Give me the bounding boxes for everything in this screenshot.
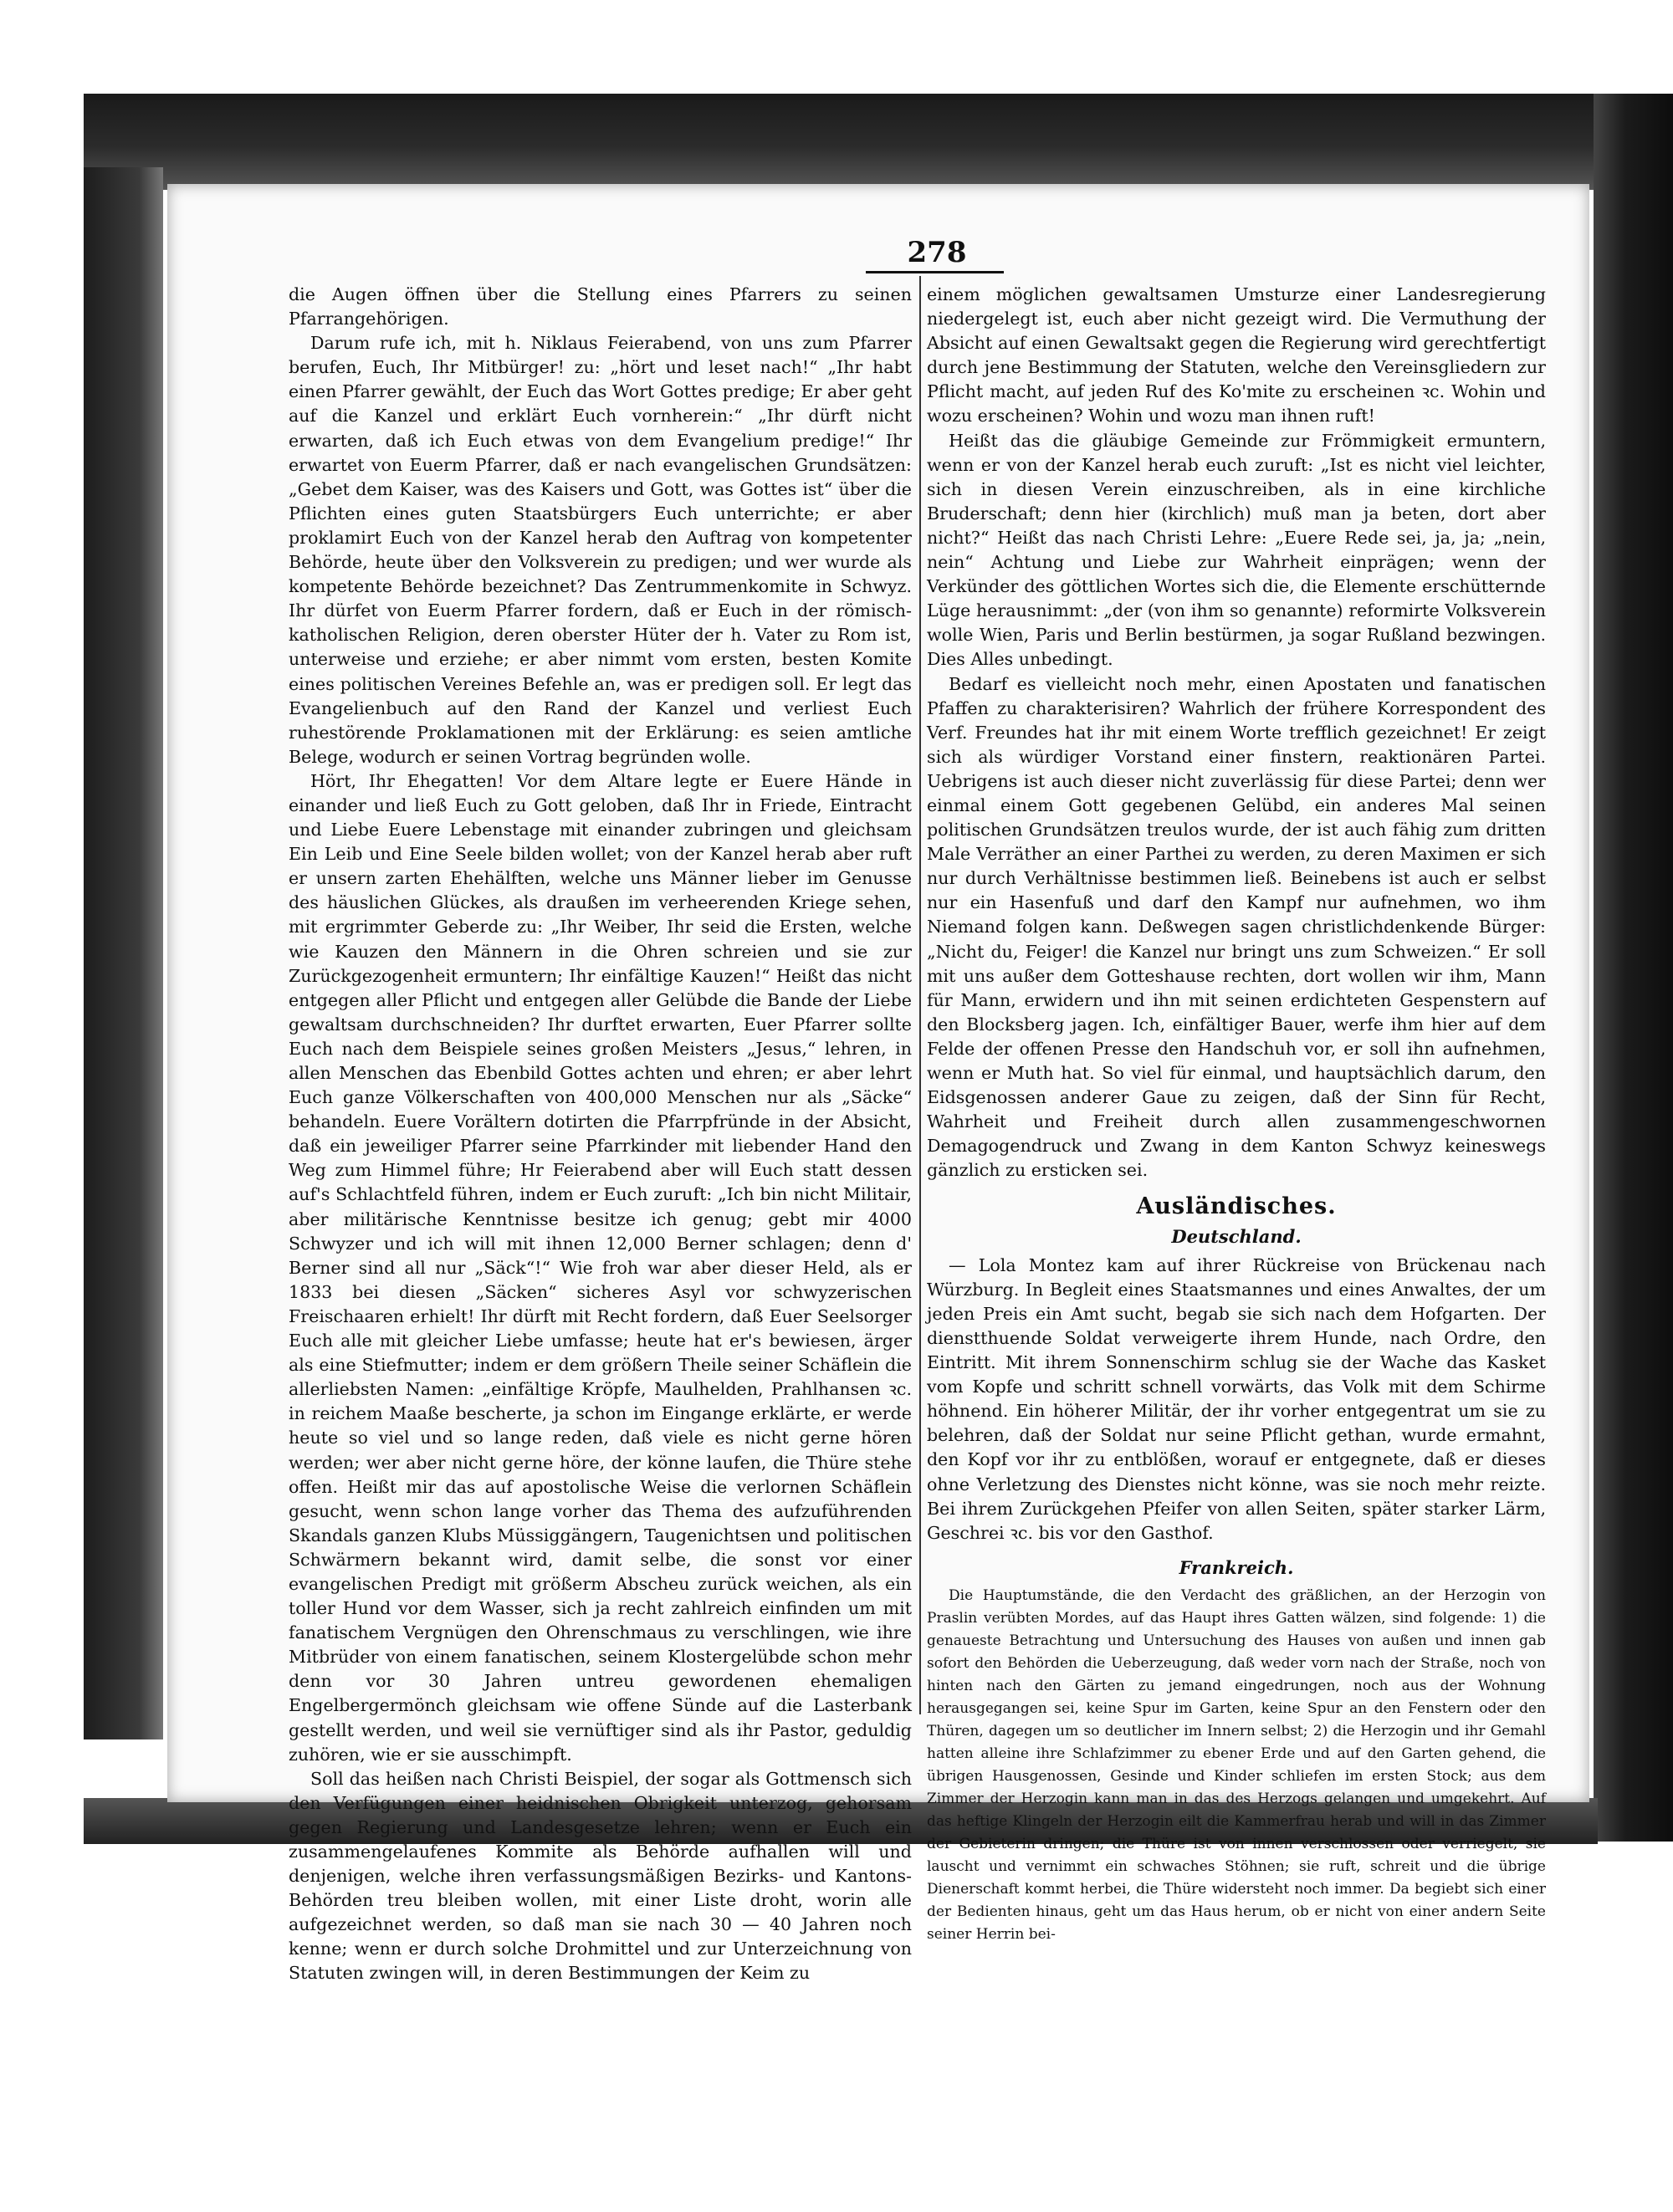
header-rule (866, 271, 1004, 273)
page-number: 278 (907, 236, 967, 269)
scan-border-top (84, 94, 1673, 190)
paragraph: Soll das heißen nach Christi Beispiel, der sogar als Gottmensch sich den Verfügungen einer heidnischen Obrigkeit unterzog, gehorsam gegen Regierung und Landesgesetze lehren; wenn er Euch ein zusammengelaufenes Kommite als Behörde aufhallen will und denjenigen, welche ihren verfassungsmäßigen Bezirks- und Kantons-Behörden treu bleiben wollen, mit einer Liste droht, worin alle aufgezeichnet werden, so daß man sie nach 30 — 40 Jahren noch kenne; wenn er durch solche Drohmittel und zur Unterzeichnung von Statuten zwingen will, in deren Bestimmungen der Keim zu (289, 1768, 912, 1984)
column-divider (919, 276, 921, 1714)
paragraph: die Augen öffnen über die Stellung eines Pfarrers zu seinen Pfarrangehörigen. (289, 284, 912, 330)
article-germany: — Lola Montez kam auf ihrer Rückreise von Brückenau nach Würzburg. In Begleit eines Staatsmannes und eines Anwaltes, der um jeden Preis ein Amt sucht, begab sie sich nach dem Hofgarten. Der dienstthuende Soldat verweigerte ihrem Hunde, nach Ordre, den Eintritt. Mit ihrem Sonnenschirm schlug sie der Wache das Kasket vom Kopfe und schritt schnell vorwärts, das Volk mit dem Schirme höhnend. Ein höherer Militär, der ihr vorher entgegentrat um sie zu belehren, daß der Soldat nur seine Pflicht gethan, wurde ermahnt, den Kopf vor ihr zu entblößen, worauf er entgegnete, daß er dieses ohne Verletzung des Dienstes nicht könne, was sie noch mehr reizte. Bei ihrem Zurückgehen Pfeifer von allen Seiten, später starker Lärm, Geschrei ꝛc. bis vor den Gasthof. (927, 1254, 1546, 1543)
section-title-foreign: Ausländisches. (1136, 1193, 1337, 1220)
paragraph: Hört, Ihr Ehegatten! Vor dem Altare legte er Euere Hände in einander und ließ Euch zu Gott geloben, daß Ihr in Friede, Eintracht und Liebe Euere Lebenstage mit einander zubringen und gleichsam Ein Leib und Eine Seele bilden wollet; von der Kanzel herab aber ruft er unsern zarten Ehehälften, welche uns Männer lieber im Genusse des häuslichen Glückes, als draußen im verheerenden Kriege sehen, mit ergrimmter Geberde zu: „Ihr Weiber, Ihr seid die Ersten, welche wie Kauzen den Männern in die Ohren schreien und sie zur Zurückgezogenheit ermuntern; Ihr einfältige Kauzen!“ Heißt das nicht entgegen aller Pflicht und entgegen aller Gelübde die Bande der Liebe gewaltsam durchschneiden? Ihr durftet erwarten, Euer Pfarrer sollte Euch nach dem Beispiele seines großen Meisters „Jesus,“ lehren, in allen Menschen das Ebenbild Gottes achten und ehren; er aber lehrt Euch ganze Völkerschaften von 400,000 Menschen nur als „Säcke“ behandeln. Euere Vorältern dotirten die Pfarrpfründe in der Absicht, daß ein jeweiliger Pfarrer seine Pfarrkinder mit liebender Hand den Weg zum Himmel führe; Hr Feierabend aber will Euch statt dessen auf's Schlachtfeld führen, indem er Euch zuruft: „Ich bin nicht Militair, aber militärische Kenntnisse besitze ich genug; gebt mir 4000 Schwyzer und ich will mit ihnen 12,000 Berner schlagen; denn d' Berner sind all nur „Säck“!“ Wie froh war aber dieser Held, als er 1833 bei diesen „Säcken“ sicheres Asyl vor schwyzerischen Freischaaren erhielt! Ihr dürft mit Recht fordern, daß Euer Seelsorger Euch alle mit gleicher Liebe umfasse; heute hat er's bewiesen, ärger als eine Stiefmutter; indem er dem größern Theile seiner Schäflein die allerliebsten Namen: „einfältige Kröpfe, Maulhelden, Prahlhansen ꝛc. in reichem Maaße bescherte, ja schon im Eingange erklärte, er werde heute so viel und so lange reden, daß viele es nicht gerne hören werden; wer aber nicht gerne höre, der könne laufen, die Thüre stehe offen. Heißt mir das auf apostolische Weise die verlornen Schäflein gesucht, wenn schon lange vorher das Thema des aufzuführenden Skandals ganzen Klubs Müssiggängern, Taugenichtsen und politischen Schwärmern bekannt wird, damit selbe, die sonst vor einer evangelischen Predigt mit größerm Abscheu zurück weichen, als ein toller Hund vor dem Wasser, sich ja recht zahlreich einfinden um mit fanatischem Vergnügen den Ohrenschmaus zu verschlingen, wie ihre Mitbrüder von einem fanatischen, seinem Klostergelübde schon mehr denn vor 30 Jahren untreu gewordenen ehemaligen Engelbergermönch gleichsam wie offene Sünde auf die Lasterbank gestellt werden, und weil sie vernüftiger sind als ihr Pastor, geduldig zuhören, wie er sie ausschimpft. (289, 770, 912, 1765)
paragraph: einem möglichen gewaltsamen Umsturze einer Landesregierung niedergelegt ist, euch aber nicht gezeigt wird. Die Vermuthung der Absicht auf einen Gewaltsakt gegen die Regierung wird gerechtfertigt durch jene Bestimmung der Statuten, welche den Vereinsgliedern zur Pflicht macht, auf jeden Ruf des Ko'mite zu erscheinen ꝛc. Wohin und wozu erscheinen? Wohin und wozu man ihnen ruft! (927, 284, 1546, 427)
subsection-title-germany: Deutschland. (1171, 1225, 1302, 1247)
paragraph: Bedarf es vielleicht noch mehr, einen Apostaten und fanatischen Pfaffen zu charakterisiren? Wahrlich der frühere Korrespondent des Verf. Freundes hat ihr mit einem Worte trefflich gezeichnet! Er zeigt sich als würdiger Vorstand einer finstern, reaktionären Partei. Uebrigens ist auch dieser nicht zuverlässig für diese Partei; denn wer einmal einem Gott gegebenen Gelübd, ein anderes Mal seinen politischen Grundsätzen treulos wurde, der ist auch fähig zum dritten Male Verräther an einer Parthei zu werden, zu deren Maximen er sich nur durch Verhältnisse bestimmen ließ. Beinebens ist auch er selbst nur ein Hasenfuß und darf den Kampf nur aufnehmen, wo ihm Niemand folgen kann. Deßwegen sagen christlichdenkende Bürger: „Nicht du, Feiger! die Kanzel nur bringt uns zum Schweizen.“ Er soll mit uns außer dem Gotteshause rechten, dort wollen wir ihm, Mann für Mann, erwidern und ihn mit seinen erdichteten Gespenstern auf den Blocksberg jagen. Ich, einfältiger Bauer, werfe ihm hier auf dem Felde der offenen Presse den Handschuh vor, er soll ihn aufnehmen, wenn er Muth hat. So viel für einmal, und hauptsächlich darum, den Eidsgenossen anderer Gaue zu zeigen, daß der Sinn für Recht, Wahrheit und Freiheit durch allen zusammengeschwornen Demagogendruck und Zwang in dem Kanton Schwyz keineswegs gänzlich zu ersticken sei. (927, 673, 1546, 1181)
scan-border-left (84, 167, 163, 1739)
paragraph: Darum rufe ich, mit h. Niklaus Feierabend, von uns zum Pfarrer berufen, Euch, Ihr Mitbürger! zu: „hört und leset nach!“ „Ihr habt einen Pfarrer gewählt, der Euch das Wort Gottes predige; Er aber geht auf die Kanzel und erklärt Euch vornherein:“ „Ihr dürft nicht erwarten, daß ich Euch etwas von dem Evangelium predige!“ Ihr erwartet von Euerm Pfarrer, daß er nach evangelischen Grundsätzen: „Gebet dem Kaiser, was des Kaisers und Gott, was Gottes ist“ über die Pflichten eines guten Staatsbürgers Euch unterrichte; er aber proklamirt Euch von der Kanzel herab den Auftrag von kompetenter Behörde, heute über den Volksverein zu predigen; und wer wurde als kompetente Behörde bezeichnet? Das Zentrummenkomite in Schwyz. Ihr dürfet von Euerm Pfarrer fordern, daß er Euch in der römisch-katholischen Religion, deren oberster Hüter der h. Vater zu Rom ist, unterweise und erziehe; er aber nimmt vom ersten, besten Komite eines politischen Vereines Befehle an, was er predigen soll. Er legt das Evangelienbuch auf den Rand der Kanzel und verliest Euch ruhestörende Proklamationen mit der Erklärung: es seien amtliche Belege, wodurch er seinen Vortrag begründen wolle. (289, 333, 912, 767)
scan-border-right (1594, 94, 1673, 1842)
paragraph: Heißt das die gläubige Gemeinde zur Frömmigkeit ermuntern, wenn er von der Kanzel herab euch zuruft: „Ist es nicht viel leichter, sich in diesen Verein einzuschreiben, als in eine kirchliche Bruderschaft; denn hier (kirchlich) muß man ja beten, dort aber nicht?“ Heißt das nach Christi Lehre: „Euere Rede sei, ja, ja; „nein, nein“ Achtung und Liebe zur Wahrheit einprägen; wenn der Verkünder des göttlichen Wortes sich die, die Elemente erschütternde Lüge herausnimmt: „der (von ihm so genannte) reformirte Volksverein wolle Wien, Paris und Berlin bestürmen, ja sogar Rußland bezwingen. Dies Alles unbedingt. (927, 430, 1546, 670)
subsection-title-france: Frankreich. (1179, 1556, 1294, 1578)
right-column (927, 283, 1546, 1943)
left-column (289, 283, 912, 1984)
article-france: Die Hauptumstände, die den Verdacht des gräßlichen, an der Herzogin von Praslin verübten Mordes, auf das Haupt ihres Gatten wälzen, sind folgende: 1) die genaueste Betrachtung und Untersuchung des Hauses von außen und innen gab sofort den Behörden die Ueberzeugung, daß weder vorn nach der Straße, noch von hinten nach den Gärten zu jemand eingedrungen, noch aus der Wohnung herausgegangen sei, keine Spur im Garten, keine Spur an den Fenstern oder den Thüren, dagegen um so deutlicher im Innern selbst; 2) die Herzogin und ihr Gemahl hatten alleine ihre Schlafzimmer zu ebener Erde und auf den Garten gehend, die übrigen Hausgenossen, Gesinde und Kinder schliefen im ersten Stock; aus dem Zimmer der Herzogin kann man in das des Herzogs gelangen und umgekehrt. Auf das heftige Klingeln der Herzogin eilt die Kammerfrau herab und will in das Zimmer der Gebieterin dringen; die Thüre ist von innen verschlossen oder verriegelt, sie lauscht und vernimmt ein schwaches Stöhnen; sie ruft, schreit und die übrige Dienerschaft kommt herbei, die Thüre widersteht noch immer. Da begiebt sich einer der Bedienten hinaus, geht um das Haus herum, ob er nicht von einer andern Seite seiner Herrin bei- (927, 1586, 1546, 1943)
